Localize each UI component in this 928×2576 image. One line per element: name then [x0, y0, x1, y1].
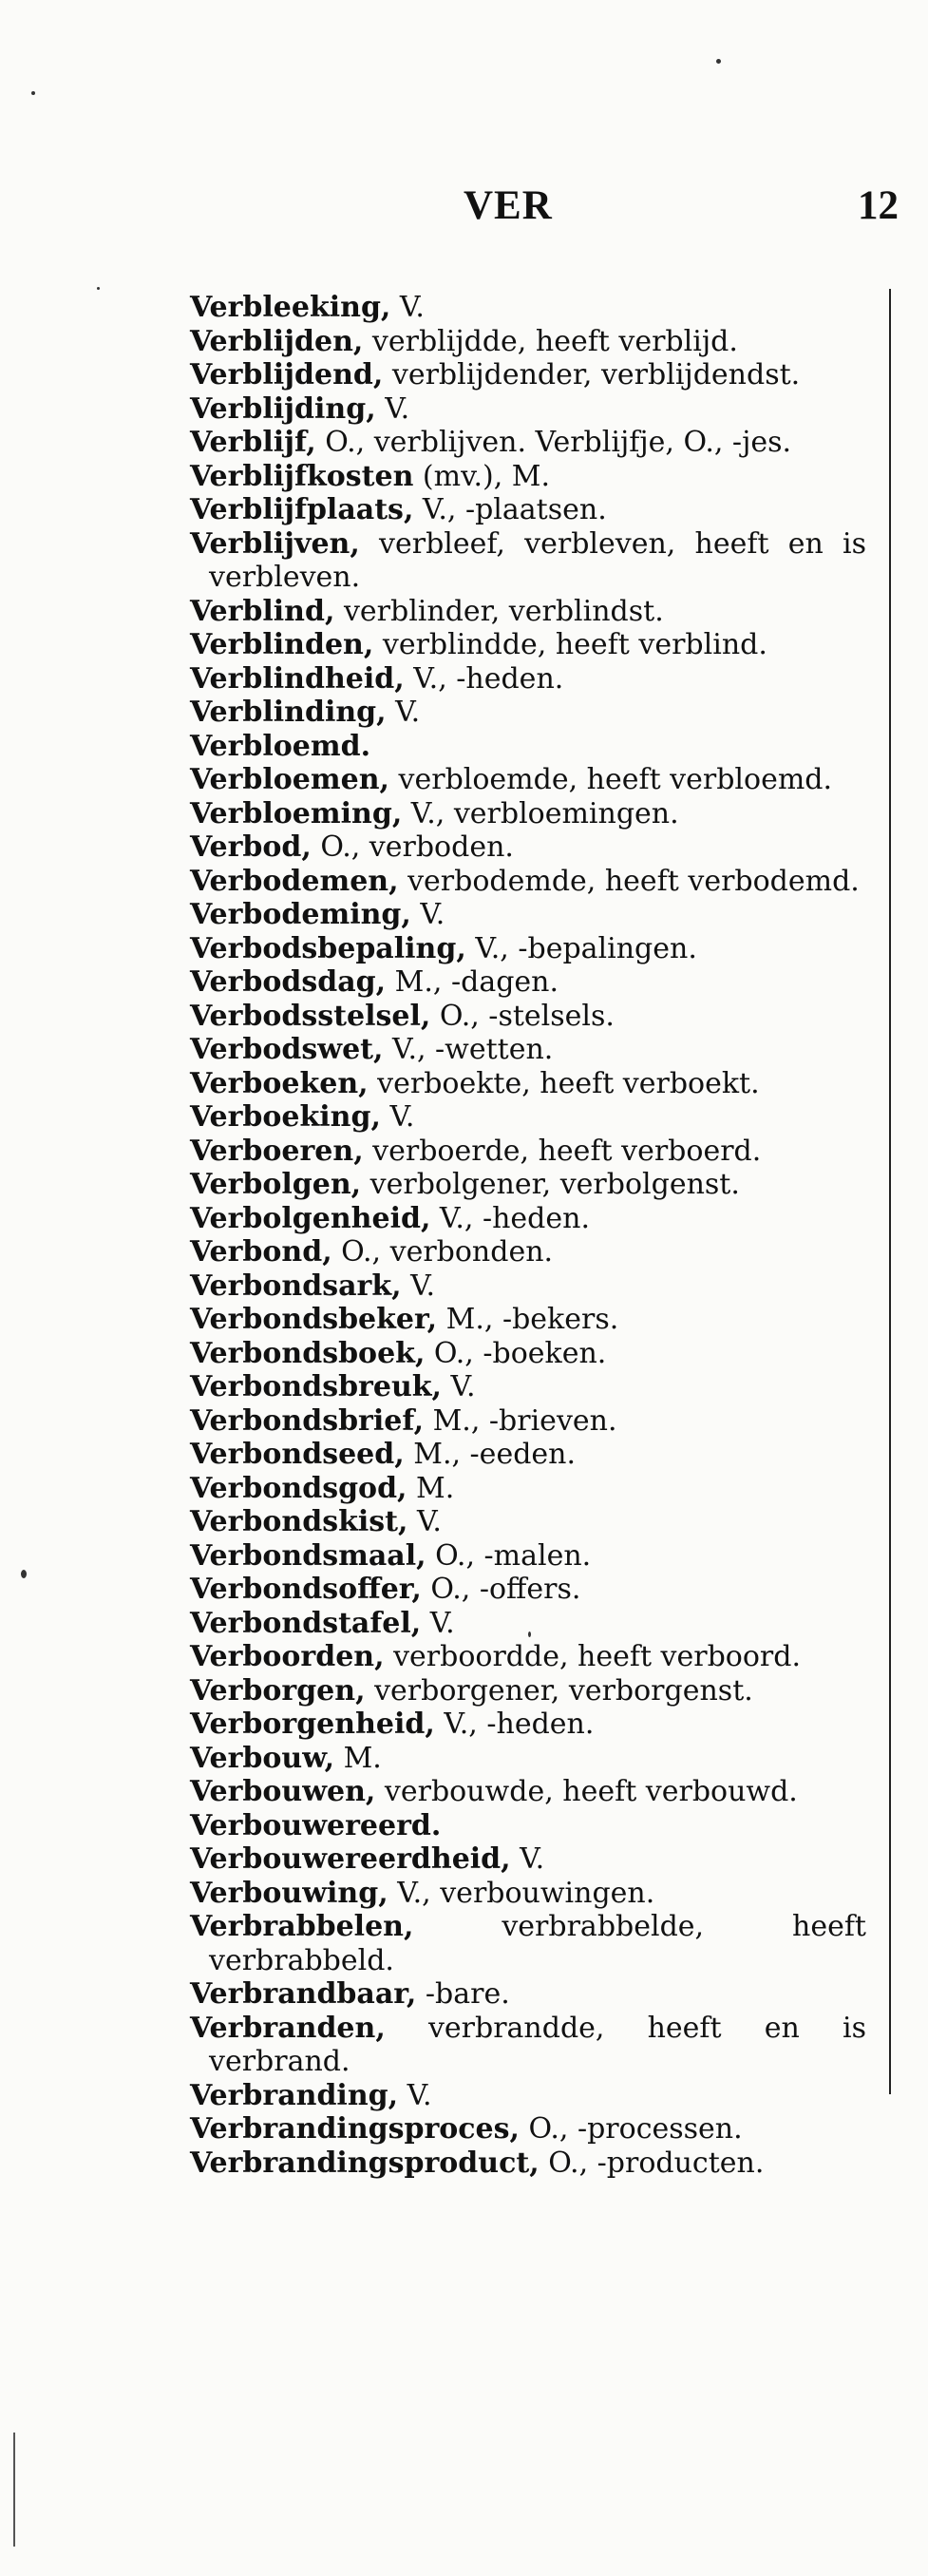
entry-definition: verborgener, verborgenst.	[365, 1673, 753, 1708]
dictionary-entry	[190, 2079, 866, 2113]
dictionary-entry	[190, 493, 866, 527]
entry-definition: verbrandde, heeft en is verbrand.	[209, 2011, 866, 2078]
dictionary-entry	[190, 662, 866, 696]
dictionary-entry	[190, 1135, 866, 1169]
entry-definition: V.	[401, 1269, 436, 1303]
dictionary-entry	[190, 1202, 866, 1236]
entry-definition: O., -boeken.	[425, 1336, 607, 1370]
entry-headword: Verbodsbepaling,	[190, 931, 466, 965]
entry-headword: Verblijdend,	[190, 358, 384, 391]
entry-headword: Verbrabbelen,	[190, 1910, 414, 1943]
dictionary-entry	[190, 325, 866, 359]
entry-definition: O., -malen.	[426, 1538, 592, 1573]
entry-headword: Verbondsboek,	[190, 1336, 426, 1370]
entry-headword: Verbodswet,	[190, 1033, 384, 1066]
dictionary-entry	[190, 460, 866, 494]
entry-definition: V., -heden.	[404, 661, 564, 696]
entry-headword: Verbolgenheid,	[190, 1201, 431, 1235]
entry-definition: V., -heden.	[434, 1708, 595, 1741]
entry-headword: Verblind,	[190, 594, 335, 628]
entry-headword: Verbondseed,	[190, 1438, 405, 1471]
entry-definition: V., -plaatsen.	[413, 493, 607, 526]
entry-definition: M.	[407, 1471, 455, 1505]
entry-definition: verblinder, verblindst.	[334, 594, 664, 628]
column-rule	[889, 289, 891, 2094]
entry-headword: Verbondsark,	[190, 1269, 402, 1303]
entry-definition: M.	[334, 1741, 382, 1775]
entry-definition: verblijdender, verblijdendst.	[383, 358, 801, 391]
entry-headword: Verbolgen,	[190, 1168, 362, 1201]
entry-definition: V.	[390, 291, 425, 324]
dictionary-entry	[190, 898, 866, 932]
entry-headword: Verbondsmaal,	[190, 1538, 426, 1573]
dictionary-entry	[190, 595, 866, 629]
entry-headword: Verbond,	[190, 1235, 332, 1269]
entry-definition: verboekte, heeft verboekt.	[368, 1066, 760, 1100]
dictionary-entry	[190, 1640, 866, 1674]
dictionary-entry	[190, 1100, 866, 1135]
entry-definition: verbolgener, verbolgenst.	[361, 1168, 740, 1201]
entry-headword: Verblijden,	[190, 324, 364, 358]
dictionary-entry	[190, 1775, 866, 1809]
entry-definition: V.	[410, 898, 445, 931]
dictionary-entry	[190, 1809, 866, 1843]
entry-headword: Verbloemd.	[190, 729, 371, 763]
dictionary-entry	[190, 1303, 866, 1337]
entry-headword: Verbondsgod,	[190, 1471, 407, 1505]
print-speck	[716, 59, 721, 64]
dictionary-entry	[190, 1708, 866, 1742]
dictionary-entry	[190, 628, 866, 662]
entry-headword: Verblijven,	[190, 526, 360, 561]
entry-headword: Verbod,	[190, 830, 312, 864]
dictionary-entry	[190, 797, 866, 831]
entry-definition: V.	[510, 1842, 545, 1876]
print-speck	[21, 1570, 27, 1578]
dictionary-entry	[190, 1742, 866, 1776]
dictionary-entry	[190, 965, 866, 1000]
entry-headword: Verblijf,	[190, 426, 316, 459]
entry-headword: Verbloemen,	[190, 763, 389, 796]
entry-headword: Verbranding,	[190, 2078, 399, 2112]
entry-definition: O., verbonden.	[331, 1235, 554, 1269]
dictionary-entry	[190, 1505, 866, 1539]
dictionary-entry	[190, 1168, 866, 1202]
entry-definition: V.	[398, 2078, 432, 2112]
entry-headword: Verblinden,	[190, 628, 374, 661]
entry-definition: verblindde, heeft verblind.	[373, 628, 767, 661]
entry-definition: M., -eeden.	[404, 1438, 577, 1471]
dictionary-entry	[190, 730, 866, 764]
dictionary-entry	[190, 1337, 866, 1371]
entry-headword: Verbondsbeker,	[190, 1303, 438, 1336]
dictionary-entry	[190, 865, 866, 899]
entry-headword: Verboeken,	[190, 1066, 369, 1100]
dictionary-entry	[190, 527, 866, 595]
entry-definition: verbloemde, heeft verbloemd.	[388, 763, 833, 796]
entry-definition: -bare.	[416, 1977, 510, 2011]
dictionary-entry	[190, 2147, 866, 2181]
entry-headword: Verblijfplaats,	[190, 493, 414, 526]
entry-headword: Verbodsdag,	[190, 965, 387, 999]
dictionary-entry	[190, 932, 866, 966]
entry-definition: verbodemde, heeft verbodemd.	[398, 864, 860, 898]
dictionary-entry	[190, 763, 866, 797]
entry-headword: Verbouwing,	[190, 1876, 388, 1910]
entry-definition: O., -producten.	[539, 2146, 765, 2180]
entry-headword: Verbodemen,	[190, 864, 399, 898]
entry-headword: Verborgen,	[190, 1673, 366, 1708]
dictionary-entry	[190, 392, 866, 427]
entry-headword: Verblindheid,	[190, 661, 405, 696]
entry-headword: Verbouwereerd.	[190, 1808, 442, 1842]
entry-headword: Verbranden,	[190, 2011, 386, 2045]
dictionary-entry	[190, 1910, 866, 1977]
entry-headword: Verblijfkosten	[190, 459, 414, 493]
dictionary-entry	[190, 2012, 866, 2079]
entry-definition: verboerde, heeft verboerd.	[363, 1134, 762, 1168]
dictionary-entry	[190, 2112, 866, 2147]
dictionary-entry	[190, 1539, 866, 1574]
dictionary-entry-list	[190, 291, 866, 2180]
dictionary-entry	[190, 1370, 866, 1404]
dictionary-entry	[190, 1607, 866, 1641]
dictionary-entry	[190, 696, 866, 730]
dictionary-entry	[190, 1235, 866, 1269]
entry-headword: Verbouw,	[190, 1741, 335, 1775]
entry-definition: verboordde, heeft verboord.	[384, 1640, 802, 1673]
dictionary-entry	[190, 1000, 866, 1034]
page-number: 12	[858, 183, 899, 228]
entry-definition: V., verbloemingen.	[402, 796, 679, 830]
entry-definition: M., -dagen.	[386, 965, 559, 999]
entry-definition: V.	[380, 1100, 415, 1134]
entry-definition: V., -heden.	[430, 1201, 590, 1235]
entry-definition: O., -stelsels.	[430, 999, 615, 1033]
entry-definition: V.	[407, 1505, 442, 1538]
entry-headword: Verbondsbreuk,	[190, 1370, 442, 1403]
entry-definition: O., -processen.	[519, 2112, 743, 2146]
entry-definition: V.	[421, 1606, 455, 1640]
entry-definition: V.	[442, 1370, 476, 1403]
entry-headword: Verbouwen,	[190, 1775, 376, 1808]
dictionary-entry	[190, 830, 866, 865]
dictionary-entry	[190, 1033, 866, 1067]
dictionary-entry	[190, 1438, 866, 1472]
dictionary-entry	[190, 291, 866, 325]
entry-definition: verbouwde, heeft verbouwd.	[375, 1775, 798, 1808]
entry-headword: Verbleeking,	[190, 291, 391, 324]
entry-headword: Verblinding,	[190, 696, 387, 729]
entry-definition: V., -wetten.	[383, 1033, 554, 1066]
entry-headword: Verboeren,	[190, 1134, 364, 1168]
entry-headword: Verbondsbrief,	[190, 1403, 425, 1438]
entry-definition: verblijdde, heeft verblijd.	[363, 324, 738, 358]
entry-headword: Verbondskist,	[190, 1505, 408, 1538]
entry-headword: Verboorden,	[190, 1640, 385, 1673]
entry-definition: verbleef, verbleven, heeft en is verbleven.	[209, 526, 866, 594]
entry-definition: M., -brieven.	[424, 1403, 617, 1438]
entry-definition: O., verblijven. Verblijfje, O., -jes.	[315, 426, 792, 459]
dictionary-entry	[190, 1877, 866, 1911]
dictionary-entry	[190, 1842, 866, 1877]
entry-headword: Verbrandingsproces,	[190, 2112, 520, 2146]
dictionary-entry	[190, 1674, 866, 1708]
entry-definition: V.	[375, 391, 410, 426]
entry-headword: Verbodsstelsel,	[190, 999, 431, 1033]
dictionary-entry	[190, 1472, 866, 1506]
dictionary-entry	[190, 1573, 866, 1607]
entry-headword: Verbouwereerdheid,	[190, 1842, 511, 1876]
entry-headword: Verbrandingsproduct,	[190, 2146, 540, 2180]
dictionary-entry	[190, 1404, 866, 1439]
page-edge-mark	[13, 2433, 15, 2547]
dictionary-entry	[190, 1977, 866, 2012]
entry-headword: Verbodeming,	[190, 898, 411, 931]
entry-headword: Verboeking,	[190, 1100, 381, 1134]
entry-definition: (mv.), M.	[413, 459, 551, 493]
entry-definition: V.	[386, 696, 421, 729]
entry-headword: Verblijding,	[190, 391, 376, 426]
dictionary-entry	[190, 1067, 866, 1101]
entry-definition: verbrabbelde, heeft verbrabbeld.	[209, 1910, 866, 1977]
print-speck	[97, 287, 100, 290]
guide-word: VER	[464, 183, 553, 228]
entry-definition: M., -bekers.	[437, 1303, 619, 1336]
entry-headword: Verbloeming,	[190, 796, 403, 830]
entry-definition: O., -offers.	[421, 1573, 581, 1606]
entry-definition: O., verboden.	[311, 830, 514, 864]
entry-definition: V., verbouwingen.	[388, 1876, 655, 1910]
print-speck	[31, 91, 35, 95]
dictionary-entry	[190, 1269, 866, 1304]
dictionary-entry	[190, 426, 866, 460]
entry-headword: Verbrandbaar,	[190, 1977, 417, 2011]
entry-headword: Verborgenheid,	[190, 1708, 435, 1741]
entry-headword: Verbondstafel,	[190, 1606, 422, 1640]
dictionary-entry	[190, 358, 866, 392]
entry-definition: V., -bepalingen.	[465, 931, 697, 965]
entry-headword: Verbondsoffer,	[190, 1573, 422, 1606]
